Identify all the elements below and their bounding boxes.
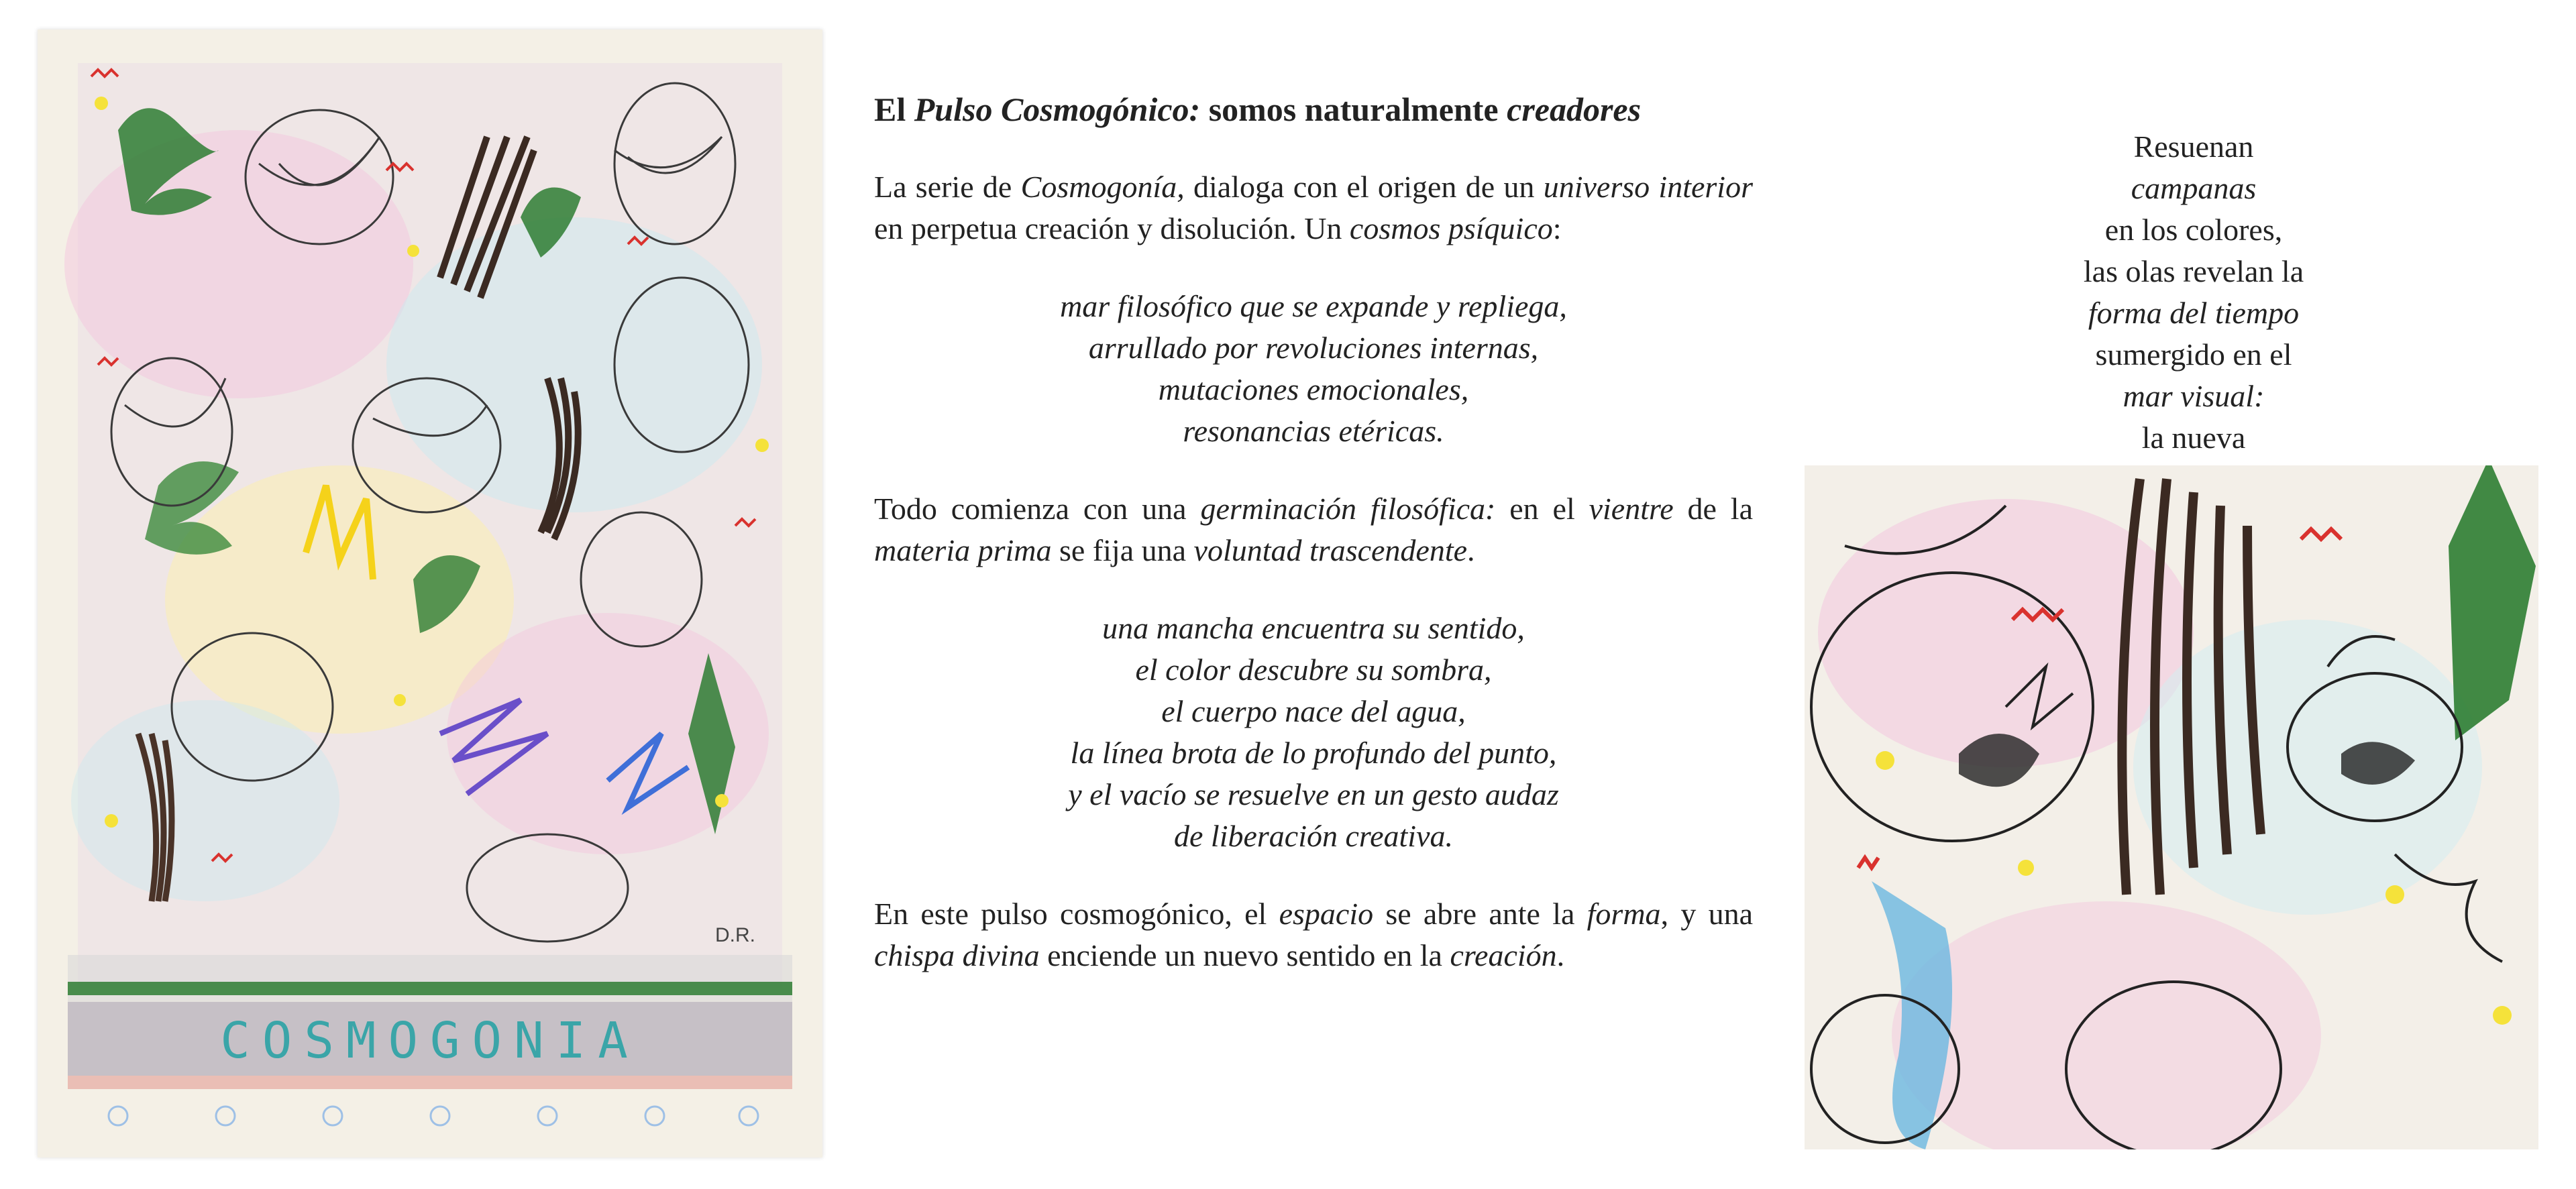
poem-line: Resuenan campanas en los colores,	[2104, 129, 2283, 247]
verse-line: el color descubre su sombra,	[1135, 653, 1492, 687]
poem-line: las olas revelan la forma del tiempo	[2083, 254, 2304, 330]
verse-line: la línea brota de lo profundo del punto,	[1070, 736, 1557, 770]
paragraph-2: Todo comienza con una germinación filosófica: en el vientre de la materia prima se fija una voluntad trascendente.	[874, 492, 1753, 567]
verse-line: una mancha encuentra su sentido,	[1102, 611, 1525, 645]
artwork-title: COSMOGONIA	[220, 1012, 640, 1070]
main-text	[874, 86, 1753, 1013]
verse-line: y el vacío se resuelve en un gesto audaz	[1068, 777, 1559, 811]
poem-line: la nueva	[2141, 420, 2246, 455]
verse-line: el cuerpo nace del agua,	[1161, 694, 1466, 728]
verse-line: arrullado por revoluciones internas,	[1088, 331, 1539, 365]
artwork-signature: D.R.	[715, 924, 755, 946]
poem-line: sumergido en el mar visual:	[2095, 337, 2292, 413]
verse-line: resonancias etéricas.	[1183, 414, 1444, 448]
verse-line: mar filosófico que se expande y repliega,	[1060, 289, 1567, 323]
verse-line: de liberación creativa.	[1174, 819, 1453, 853]
drawing-detail	[1805, 465, 2538, 1149]
verse-2	[874, 608, 1753, 857]
drawing-canvas	[38, 30, 822, 1157]
cosmogonia-drawing	[38, 30, 822, 1157]
detail-canvas	[1805, 465, 2538, 1149]
paragraph-3: En este pulso cosmogónico, el espacio se abre ante la forma, y una chispa divina enciende un nuevo sentido en la creación.	[874, 897, 1753, 972]
verse-1	[874, 286, 1753, 452]
heading: El Pulso Cosmogónico: somos naturalmente creadores	[874, 91, 1642, 128]
verse-line: mutaciones emocionales,	[1158, 372, 1469, 406]
paragraph-1: La serie de Cosmogonía, dialoga con el origen de un universo interior en perpetua creación y disolución. Un cosmos psíquico:	[874, 170, 1753, 245]
